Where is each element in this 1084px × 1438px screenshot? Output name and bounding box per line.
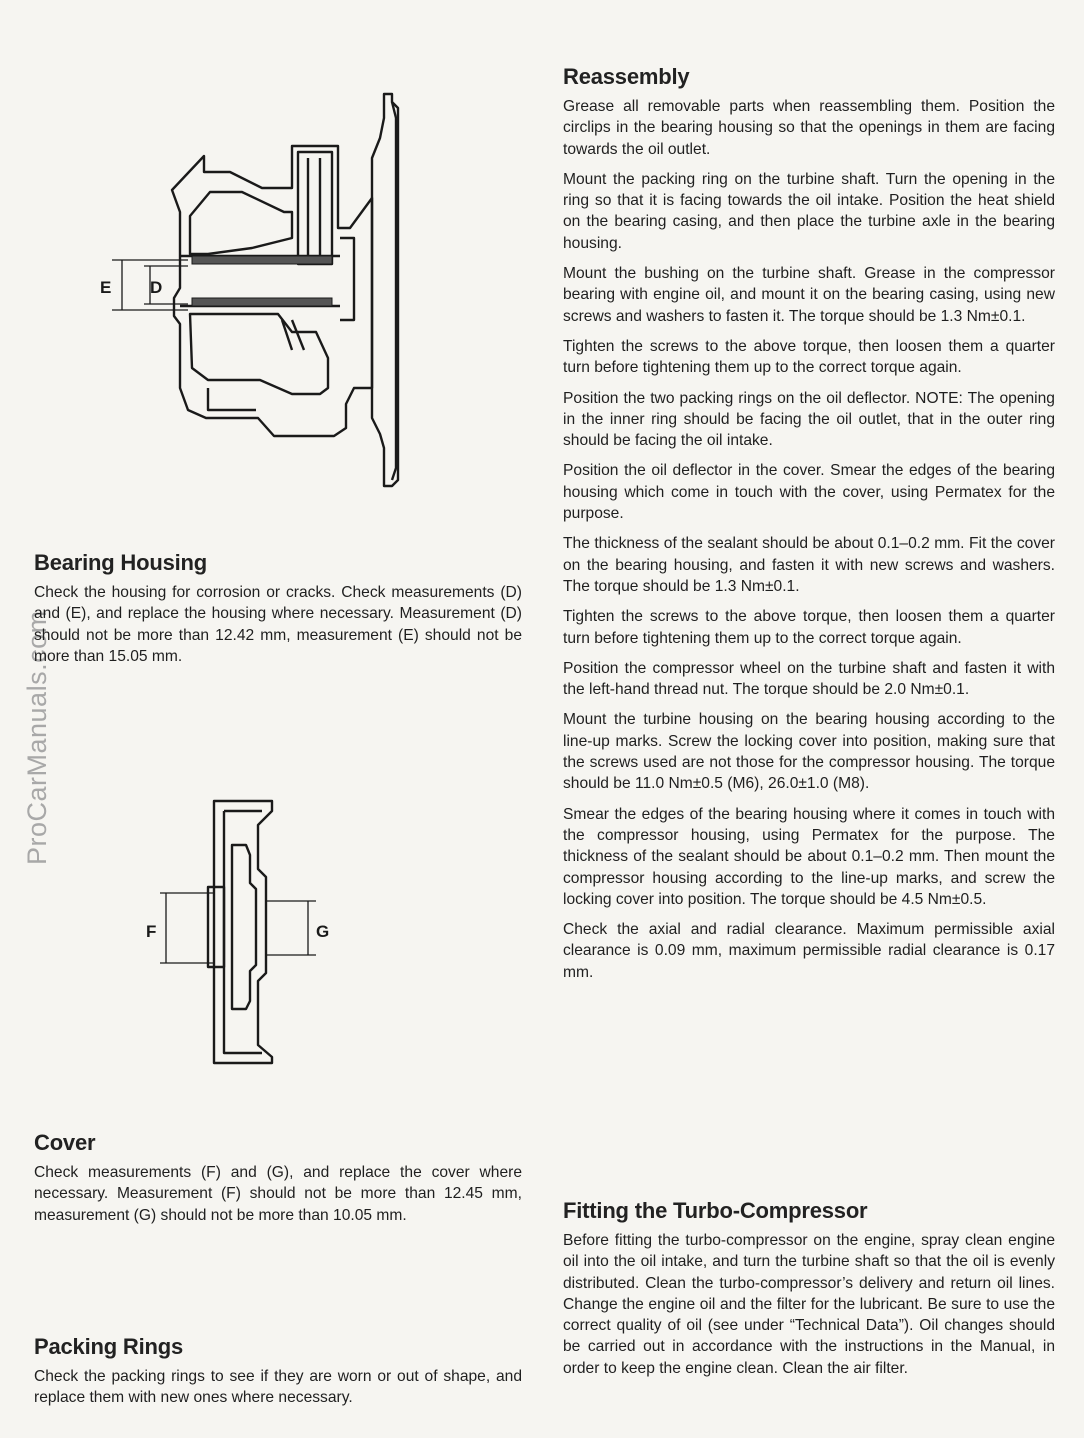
fitting-heading: Fitting the Turbo-Compressor	[563, 1198, 868, 1223]
reassembly-paragraph: Position the two packing rings on the oil deflector. NOTE: The opening in the inner ring should be facing the oil outlet, that in the outer ring should be facing the oil intake.	[563, 389, 1055, 450]
label-e: E	[100, 278, 112, 297]
packing-rings-heading: Packing Rings	[34, 1334, 183, 1359]
packing-rings-section	[34, 1334, 522, 1418]
bearing-housing-section	[34, 550, 522, 676]
label-g: G	[316, 922, 330, 941]
cover-heading: Cover	[34, 1130, 96, 1155]
bearing-housing-diagram	[92, 88, 422, 488]
reassembly-paragraph: Grease all removable parts when reassembling them. Position the circlips in the bearing housing so that the openings in them are facing towards the oil outlet.	[563, 98, 1055, 158]
watermark: ProCarManuals.com	[22, 610, 52, 865]
reassembly-heading: Reassembly	[563, 64, 690, 89]
reassembly-paragraph: Mount the bushing on the turbine shaft. Grease in the compressor bearing with engine oil, and mount it on the bearing casing, using new screws and washers to fasten it. The torque should be 1.3 Nm±0.1.	[563, 265, 1055, 325]
bearing-housing-text: Check the housing for corrosion or cracks. Check measurements (D) and (E), and replace the housing where necessary. Measurement (D) should not be more than 12.42 mm, measurement (E) should not be more than 15.05 mm.	[34, 584, 522, 665]
cover-section	[34, 1130, 522, 1235]
fitting-section	[563, 1198, 1055, 1388]
reassembly-paragraph: Tighten the screws to the above torque, then loosen them a quarter turn before tightening them up to the correct torque again.	[563, 608, 1055, 647]
cover-text: Check measurements (F) and (G), and replace the cover where necessary. Measurement (F) should not be more than 12.45 mm, measurement (G) should not be more than 10.05 mm.	[34, 1164, 522, 1224]
reassembly-paragraph: Position the compressor wheel on the turbine shaft and fasten it with the left-hand thread nut. The torque should be 2.0 Nm±0.1.	[563, 659, 1055, 699]
reassembly-paragraph: Tighten the screws to the above torque, then loosen them a quarter turn before tightening them up to the correct torque again.	[563, 337, 1055, 377]
reassembly-paragraph: Check the axial and radial clearance. Maximum permissible axial clearance is 0.09 mm, maximum permissible radial clearance is 0.17 mm.	[563, 921, 1055, 981]
reassembly-paragraph: Mount the turbine housing on the bearing housing according to the line-up marks. Screw the locking cover into position, making sure that the screws used are not those for the compressor housing. The torque should be 11.0 Nm±0.5 (M6), 26.0±1.0 (M8).	[563, 711, 1055, 793]
label-f: F	[146, 922, 157, 941]
reassembly-paragraph: Position the oil deflector in the cover. Smear the edges of the bearing housing which come in touch with the cover, using Permatex for the purpose.	[563, 462, 1055, 523]
fitting-text: Before fitting the turbo-compressor on the engine, spray clean engine oil into the oil intake, and turn the turbine shaft so that the oil is evenly distributed. Clean the turbo-compressor’s delivery and return oil lines. Change the engine oil and the filter for the lubricant. Be sure to use the correct quality of oil (see under “Technical Data”). Oil changes should be carried out in accordance with the instructions in the Manual, in order to keep the engine clean. Clean the air filter.	[563, 1232, 1055, 1377]
label-d: D	[150, 278, 163, 297]
reassembly-paragraph: Smear the edges of the bearing housing where it comes in touch with the compressor housing, using Permatex for the purpose. The thickness of the sealant should be about 0.1–0.2 mm. Then mount the compressor housing according to the line-up marks, and screw the locking cover into position. The torque should be 4.5 Nm±0.5.	[563, 805, 1055, 908]
packing-rings-text: Check the packing rings to see if they are worn or out of shape, and replace them with new ones where necessary.	[34, 1368, 522, 1407]
bearing-housing-heading: Bearing Housing	[34, 550, 208, 575]
reassembly-paragraph: Mount the packing ring on the turbine shaft. Turn the opening in the ring so that it is facing towards the oil intake. Position the heat shield on the bearing casing, and then place the turbine axle in the bearing housing.	[563, 170, 1055, 252]
reassembly-section	[563, 64, 1055, 992]
reassembly-paragraph: The thickness of the sealant should be about 0.1–0.2 mm. Fit the cover on the bearing housing, and fasten it with new screws and washers. The torque should be 1.3 Nm±0.1.	[563, 535, 1055, 595]
cover-diagram	[140, 795, 340, 1070]
